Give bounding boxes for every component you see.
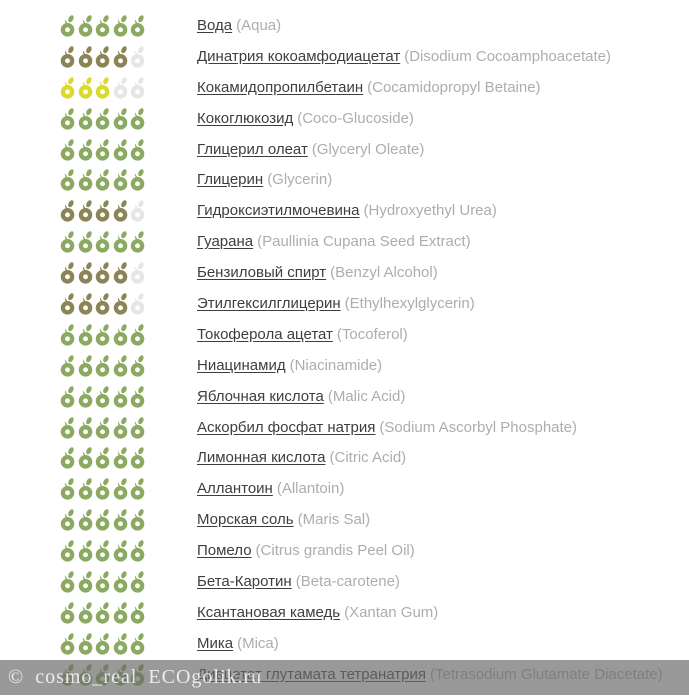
watermark-text: © cosmo_real ECOgolik.ru [8, 666, 263, 688]
ingredient-link[interactable]: Бета-Каротин [197, 572, 292, 590]
eco-rating-icon [130, 539, 146, 562]
eco-rating-icon [95, 601, 111, 624]
ingredient-latin-name: (Benzyl Alcohol) [330, 264, 438, 282]
ingredient-rating [60, 261, 148, 284]
eco-rating-icon [78, 570, 94, 593]
eco-rating-icon [78, 354, 94, 377]
eco-rating-icon [130, 477, 146, 500]
eco-rating-icon [78, 416, 94, 439]
ingredient-label [197, 111, 414, 126]
ingredient-row [0, 288, 689, 319]
ingredient-latin-name: (Tocoferol) [336, 325, 408, 343]
ingredient-link[interactable]: Этилгексилглицерин [197, 294, 341, 312]
eco-rating-icon [95, 168, 111, 191]
eco-rating-icon [60, 539, 76, 562]
ingredient-link[interactable]: Ниацинамид [197, 356, 286, 374]
eco-rating-icon [60, 416, 76, 439]
ingredient-label [197, 636, 279, 651]
eco-rating-icon [113, 76, 129, 99]
eco-rating-icon [78, 508, 94, 531]
eco-rating-icon [113, 539, 129, 562]
eco-rating-icon [113, 107, 129, 130]
ingredient-link[interactable]: Яблочная кислота [197, 387, 324, 405]
eco-rating-icon [60, 168, 76, 191]
eco-rating-icon [78, 76, 94, 99]
eco-rating-icon [78, 601, 94, 624]
ingredient-row [0, 412, 689, 443]
ingredient-label [197, 481, 344, 496]
eco-rating-icon [95, 416, 111, 439]
eco-rating-icon [95, 539, 111, 562]
ingredient-latin-name: (Aqua) [236, 16, 282, 34]
eco-rating-icon [95, 261, 111, 284]
ingredient-latin-name: (Beta-carotene) [295, 572, 400, 590]
eco-rating-icon [78, 632, 94, 655]
ingredient-rating [60, 45, 148, 68]
ingredient-latin-name: (Citrus grandis Peel Oil) [255, 542, 415, 560]
ingredient-label [197, 265, 438, 280]
eco-rating-icon [60, 14, 76, 37]
ingredient-label [197, 296, 475, 311]
ingredient-row [0, 504, 689, 535]
ingredient-row [0, 103, 689, 134]
ingredient-label [197, 49, 611, 64]
eco-rating-icon [95, 570, 111, 593]
eco-rating-icon [95, 76, 111, 99]
eco-rating-icon [130, 230, 146, 253]
ingredient-latin-name: (Sodium Ascorbyl Phosphate) [379, 418, 578, 436]
eco-rating-icon [95, 45, 111, 68]
ingredient-latin-name: (Glycerin) [267, 171, 333, 189]
ingredient-rating [60, 14, 148, 37]
ingredient-label [197, 203, 497, 218]
ingredient-rating [60, 138, 148, 161]
ingredient-row [0, 134, 689, 165]
eco-rating-icon [130, 385, 146, 408]
ingredient-rating [60, 416, 148, 439]
eco-rating-icon [95, 323, 111, 346]
ingredient-link[interactable]: Кокамидопропилбетаин [197, 78, 364, 96]
eco-rating-icon [78, 107, 94, 130]
ingredient-rating [60, 230, 148, 253]
eco-rating-icon [113, 570, 129, 593]
ingredient-row [0, 10, 689, 41]
eco-rating-icon [130, 292, 146, 315]
eco-rating-icon [113, 292, 129, 315]
ingredient-row [0, 597, 689, 628]
ingredient-row [0, 195, 689, 226]
eco-rating-icon [78, 45, 94, 68]
eco-rating-icon [130, 416, 146, 439]
eco-rating-icon [130, 632, 146, 655]
ingredient-latin-name: (Disodium Cocoamphoacetate) [404, 47, 611, 65]
ingredient-link[interactable]: Глицерил олеат [197, 140, 308, 158]
ingredient-rating [60, 168, 148, 191]
ingredient-latin-name: (Coco-Glucoside) [297, 109, 414, 127]
eco-rating-icon [60, 601, 76, 624]
ingredient-row [0, 226, 689, 257]
eco-rating-icon [95, 632, 111, 655]
ingredient-latin-name: (Hydroxyethyl Urea) [363, 202, 497, 220]
ingredient-latin-name: (Niacinamide) [289, 356, 383, 374]
eco-rating-icon [95, 508, 111, 531]
eco-rating-icon [130, 323, 146, 346]
eco-rating-icon [95, 107, 111, 130]
ingredient-row [0, 535, 689, 566]
ingredient-label [197, 172, 332, 187]
ingredient-link[interactable]: Динатрия кокоамфодиацетат [197, 47, 401, 65]
eco-rating-icon [78, 477, 94, 500]
ingredient-rating [60, 632, 148, 655]
eco-rating-icon [113, 354, 129, 377]
ingredient-label [197, 574, 400, 589]
eco-rating-icon [130, 199, 146, 222]
eco-rating-icon [95, 446, 111, 469]
ingredient-rating [60, 292, 148, 315]
eco-rating-icon [60, 45, 76, 68]
eco-rating-icon [60, 446, 76, 469]
ingredient-link[interactable]: Аскорбил фосфат натрия [197, 418, 376, 436]
ingredient-link[interactable]: Морская соль [197, 511, 294, 529]
ingredient-rating [60, 199, 148, 222]
eco-rating-icon [95, 230, 111, 253]
ingredient-label [197, 543, 415, 558]
eco-rating-icon [113, 168, 129, 191]
ingredient-row [0, 72, 689, 103]
eco-rating-icon [60, 508, 76, 531]
eco-rating-icon [113, 261, 129, 284]
ingredient-rating [60, 323, 148, 346]
eco-rating-icon [78, 292, 94, 315]
ingredient-latin-name: (Mica) [237, 634, 279, 652]
ingredient-latin-name: (Maris Sal) [297, 511, 371, 529]
eco-rating-icon [95, 14, 111, 37]
eco-rating-icon [60, 477, 76, 500]
ingredient-link[interactable]: Лимонная кислота [197, 449, 326, 467]
eco-rating-icon [113, 601, 129, 624]
ingredient-rating [60, 508, 148, 531]
eco-rating-icon [95, 292, 111, 315]
ingredient-rating [60, 107, 148, 130]
ingredient-row [0, 41, 689, 72]
eco-rating-icon [78, 446, 94, 469]
eco-rating-icon [60, 323, 76, 346]
ingredient-link[interactable]: Аллантоин [197, 480, 273, 498]
ingredient-rating [60, 601, 148, 624]
eco-rating-icon [130, 45, 146, 68]
eco-rating-icon [130, 570, 146, 593]
eco-rating-icon [130, 138, 146, 161]
ingredient-row [0, 381, 689, 412]
eco-rating-icon [113, 446, 129, 469]
ingredient-latin-name: (Xantan Gum) [344, 603, 439, 621]
eco-rating-icon [130, 601, 146, 624]
eco-rating-icon [78, 385, 94, 408]
ingredient-rating [60, 539, 148, 562]
eco-rating-icon [60, 385, 76, 408]
eco-rating-icon [60, 292, 76, 315]
eco-rating-icon [113, 14, 129, 37]
eco-rating-icon [60, 230, 76, 253]
ingredient-rating [60, 354, 148, 377]
eco-rating-icon [113, 477, 129, 500]
ingredient-latin-name: (Paullinia Cupana Seed Extract) [257, 233, 471, 251]
ingredient-label [197, 358, 382, 373]
eco-rating-icon [78, 261, 94, 284]
ingredient-link[interactable]: Глицерин [197, 171, 264, 189]
ingredient-link[interactable]: Вода [197, 16, 233, 34]
eco-rating-icon [130, 354, 146, 377]
ingredient-row [0, 566, 689, 597]
ingredient-rating [60, 446, 148, 469]
eco-rating-icon [78, 323, 94, 346]
eco-rating-icon [60, 107, 76, 130]
ingredient-row [0, 442, 689, 473]
ingredient-link[interactable]: Гидроксиэтилмочевина [197, 202, 360, 220]
ingredient-rating [60, 477, 148, 500]
eco-rating-icon [130, 508, 146, 531]
eco-rating-icon [60, 354, 76, 377]
eco-rating-icon [78, 168, 94, 191]
ingredient-label [197, 80, 541, 95]
eco-rating-icon [113, 385, 129, 408]
ingredient-label [197, 420, 577, 435]
ingredient-label [197, 18, 281, 33]
ingredient-label [197, 605, 438, 620]
ingredient-row [0, 628, 689, 659]
ingredient-row [0, 257, 689, 288]
eco-rating-icon [130, 76, 146, 99]
eco-rating-icon [95, 138, 111, 161]
ingredient-link[interactable]: Помело [197, 542, 252, 560]
eco-rating-icon [113, 199, 129, 222]
ingredient-row [0, 319, 689, 350]
ingredient-link[interactable]: Токоферола ацетат [197, 325, 333, 343]
ingredient-row [0, 164, 689, 195]
eco-rating-icon [60, 261, 76, 284]
eco-rating-icon [60, 632, 76, 655]
eco-rating-icon [95, 477, 111, 500]
ingredient-label [197, 389, 405, 404]
eco-rating-icon [78, 199, 94, 222]
eco-rating-icon [130, 107, 146, 130]
eco-rating-icon [60, 199, 76, 222]
eco-rating-icon [130, 14, 146, 37]
eco-rating-icon [130, 261, 146, 284]
eco-rating-icon [113, 508, 129, 531]
eco-rating-icon [95, 199, 111, 222]
ingredient-label [197, 142, 424, 157]
eco-rating-icon [78, 138, 94, 161]
eco-rating-icon [95, 354, 111, 377]
watermark-band [0, 660, 689, 695]
ingredient-latin-name: (Allantoin) [276, 480, 345, 498]
ingredient-latin-name: (Ethylhexylglycerin) [344, 294, 475, 312]
ingredient-row [0, 350, 689, 381]
eco-rating-icon [60, 76, 76, 99]
ingredient-latin-name: (Cocamidopropyl Betaine) [367, 78, 541, 96]
eco-rating-icon [113, 45, 129, 68]
ingredient-label [197, 450, 406, 465]
eco-rating-icon [113, 632, 129, 655]
ingredient-latin-name: (Citric Acid) [329, 449, 407, 467]
ingredient-link[interactable]: Кокоглюкозид [197, 109, 294, 127]
ingredient-link[interactable]: Бензиловый спирт [197, 264, 327, 282]
ingredient-link[interactable]: Мика [197, 634, 234, 652]
eco-rating-icon [113, 230, 129, 253]
ingredient-label [197, 327, 408, 342]
ingredient-label [197, 512, 370, 527]
eco-rating-icon [78, 539, 94, 562]
ingredient-rating [60, 570, 148, 593]
eco-rating-icon [78, 230, 94, 253]
ingredient-latin-name: (Glyceryl Oleate) [311, 140, 425, 158]
ingredient-link[interactable]: Ксантановая камедь [197, 603, 341, 621]
eco-rating-icon [95, 385, 111, 408]
ingredient-rating [60, 385, 148, 408]
ingredient-row [0, 473, 689, 504]
eco-rating-icon [113, 323, 129, 346]
ingredient-link[interactable]: Гуарана [197, 233, 254, 251]
eco-rating-icon [130, 168, 146, 191]
eco-rating-icon [60, 570, 76, 593]
eco-rating-icon [130, 446, 146, 469]
ingredient-label [197, 234, 471, 249]
eco-rating-icon [78, 14, 94, 37]
ingredient-rating [60, 76, 148, 99]
ingredient-latin-name: (Malic Acid) [327, 387, 406, 405]
eco-rating-icon [113, 138, 129, 161]
eco-rating-icon [113, 416, 129, 439]
eco-rating-icon [60, 138, 76, 161]
ingredient-list [0, 10, 689, 690]
